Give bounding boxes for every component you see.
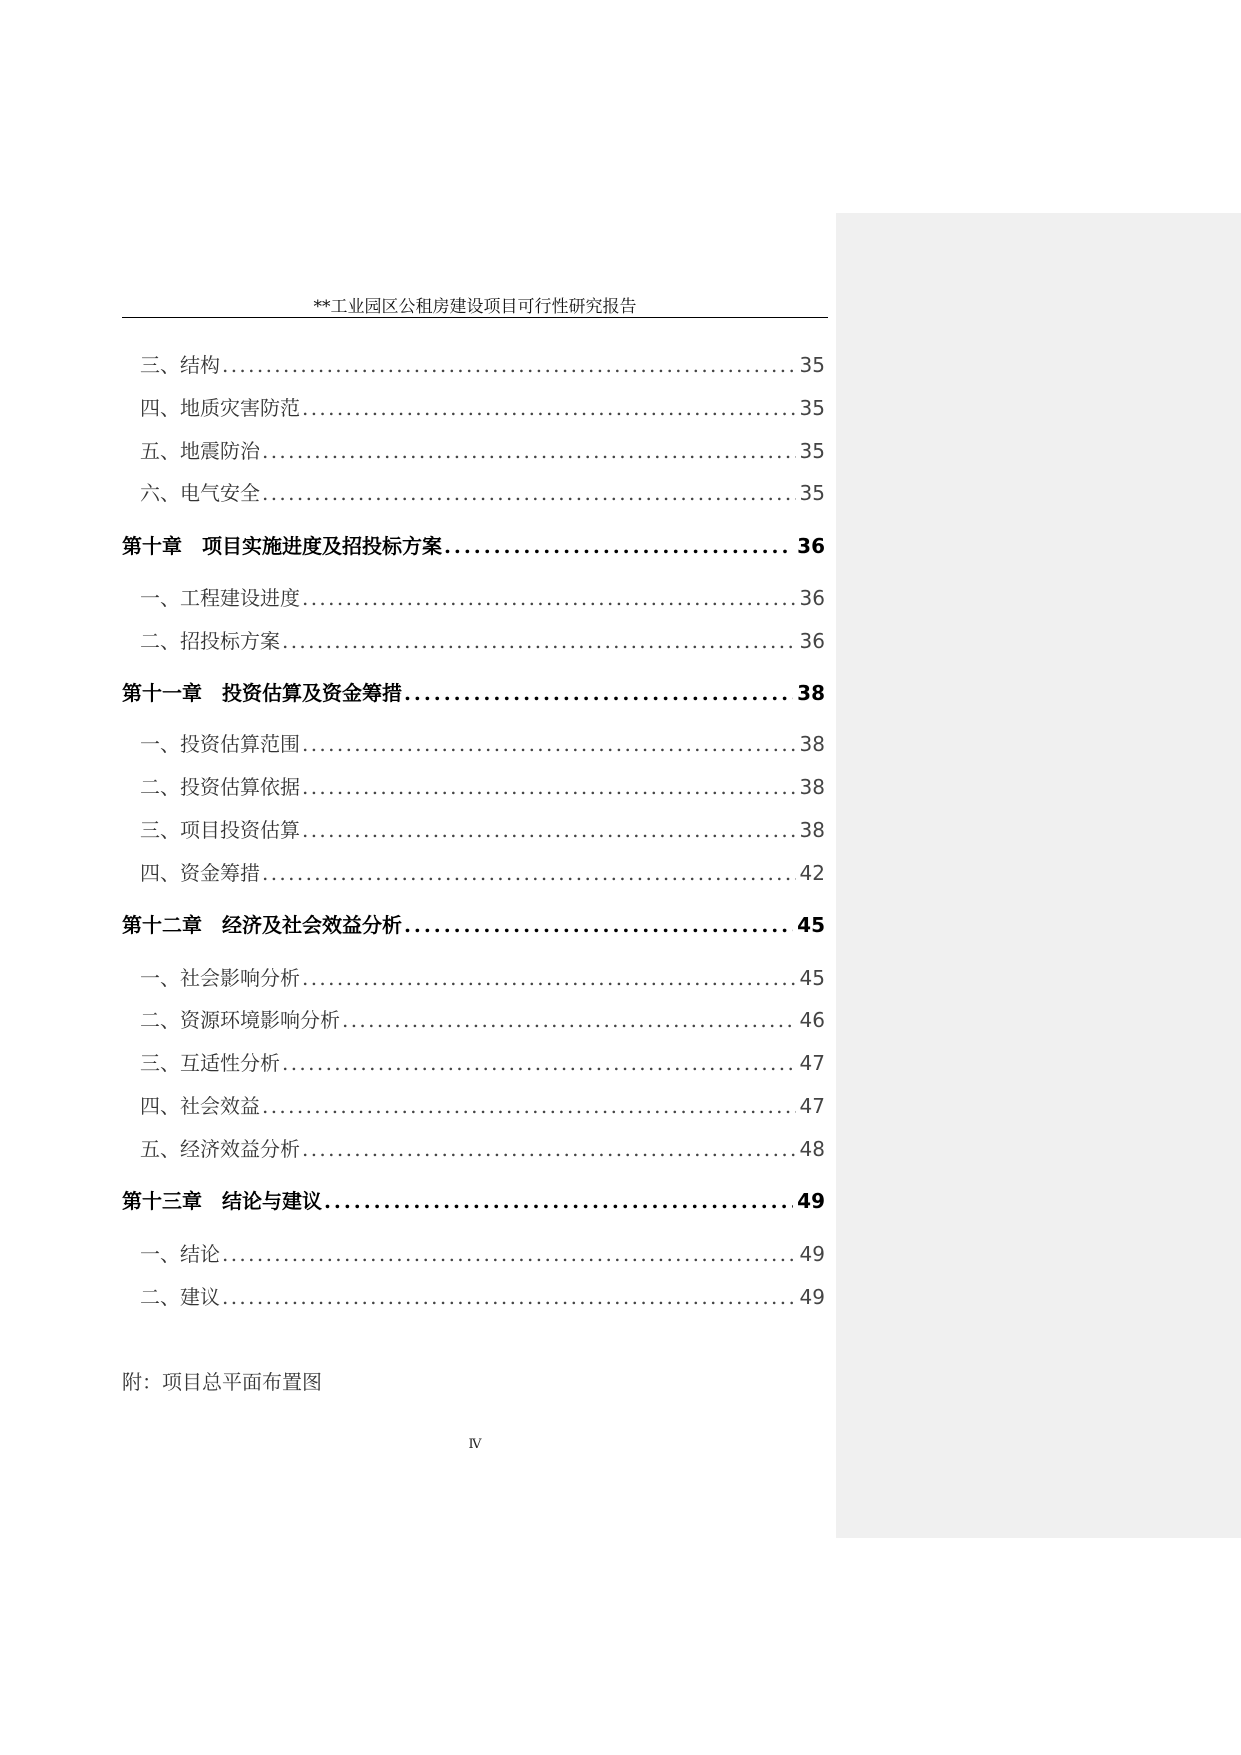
toc-entry[interactable] xyxy=(122,771,825,800)
toc-entry-page: 35 xyxy=(799,353,825,377)
dot-leader xyxy=(260,439,796,463)
toc-entry[interactable] xyxy=(122,814,825,843)
toc-entry-label: 二、投资估算依据 xyxy=(140,775,300,799)
toc-entry[interactable] xyxy=(122,1004,825,1033)
dot-leader xyxy=(300,818,796,842)
toc-chapter-label: 第十一章 投资估算及资金筹措 xyxy=(122,681,402,705)
toc-entry-label: 三、互适性分析 xyxy=(140,1051,280,1075)
toc-entry-label: 二、招投标方案 xyxy=(140,629,280,653)
toc-entry[interactable] xyxy=(122,625,825,654)
toc-entry-page: 47 xyxy=(799,1094,825,1118)
dot-leader xyxy=(260,861,796,885)
toc-entry-label: 三、结构 xyxy=(140,353,220,377)
toc-chapter-page: 45 xyxy=(797,913,825,937)
toc-entry[interactable] xyxy=(122,1133,825,1162)
toc-chapter-page: 49 xyxy=(797,1189,825,1213)
toc-entry-page: 36 xyxy=(799,629,825,653)
dot-leader xyxy=(402,913,793,937)
toc-chapter-label: 第十三章 结论与建议 xyxy=(122,1189,322,1213)
dot-leader xyxy=(300,586,796,610)
toc-entry-label: 一、工程建设进度 xyxy=(140,586,300,610)
toc-entry-label: 二、资源环境影响分析 xyxy=(140,1008,340,1032)
toc-entry[interactable] xyxy=(122,728,825,757)
toc-chapter-entry[interactable] xyxy=(122,1185,825,1214)
dot-leader xyxy=(402,681,793,705)
toc-entry-label: 四、资金筹措 xyxy=(140,861,260,885)
toc-entry-label: 一、结论 xyxy=(140,1242,220,1266)
dot-leader xyxy=(340,1008,796,1032)
dot-leader xyxy=(442,534,793,558)
toc-entry-label: 五、地震防治 xyxy=(140,439,260,463)
toc-entry-label: 五、经济效益分析 xyxy=(140,1137,300,1161)
toc-chapter-page: 36 xyxy=(797,534,825,558)
toc-entry-page: 47 xyxy=(799,1051,825,1075)
toc-chapter-label: 第十二章 经济及社会效益分析 xyxy=(122,913,402,937)
dot-leader xyxy=(300,732,796,756)
page-header-title: **工业园区公租房建设项目可行性研究报告 xyxy=(313,297,637,317)
toc-entry[interactable] xyxy=(122,962,825,991)
toc-chapter-entry[interactable] xyxy=(122,909,825,938)
toc-entry-label: 六、电气安全 xyxy=(140,481,260,505)
toc-entry-page: 49 xyxy=(799,1242,825,1266)
toc-entry-page: 42 xyxy=(799,861,825,885)
toc-entry[interactable] xyxy=(122,477,825,506)
dot-leader xyxy=(322,1189,793,1213)
toc-entry[interactable] xyxy=(122,857,825,886)
dot-leader xyxy=(260,481,796,505)
toc-entry-page: 38 xyxy=(799,818,825,842)
toc-entry-label: 一、社会影响分析 xyxy=(140,966,300,990)
dot-leader xyxy=(220,1242,796,1266)
dot-leader xyxy=(280,1051,796,1075)
toc-entry-page: 35 xyxy=(799,396,825,420)
toc-entry-label: 一、投资估算范围 xyxy=(140,732,300,756)
dot-leader xyxy=(300,1137,796,1161)
toc-chapter-entry[interactable] xyxy=(122,677,825,706)
toc-entry[interactable] xyxy=(122,392,825,421)
toc-entry-page: 38 xyxy=(799,775,825,799)
toc-entry-page: 48 xyxy=(799,1137,825,1161)
dot-leader xyxy=(280,629,796,653)
toc-entry-page: 46 xyxy=(799,1008,825,1032)
toc-entry-page: 38 xyxy=(799,732,825,756)
toc-entry[interactable] xyxy=(122,349,825,378)
toc-entry[interactable] xyxy=(122,435,825,464)
comment-pane xyxy=(836,213,1241,1538)
toc-entry-page: 35 xyxy=(799,439,825,463)
toc-entry-page: 45 xyxy=(799,966,825,990)
toc-entry-label: 二、建议 xyxy=(140,1285,220,1309)
appendix-note: 附：项目总平面布置图 xyxy=(122,1370,322,1394)
dot-leader xyxy=(300,396,796,420)
toc-chapter-label: 第十章 项目实施进度及招投标方案 xyxy=(122,534,442,558)
toc-entry-label: 四、地质灾害防范 xyxy=(140,396,300,420)
page-number: Ⅳ xyxy=(468,1437,482,1452)
dot-leader xyxy=(220,1285,796,1309)
dot-leader xyxy=(220,353,796,377)
toc-entry-page: 49 xyxy=(799,1285,825,1309)
header-rule xyxy=(122,317,828,318)
toc-entry-page: 35 xyxy=(799,481,825,505)
toc-entry[interactable] xyxy=(122,1281,825,1310)
dot-leader xyxy=(300,775,796,799)
toc-chapter-page: 38 xyxy=(797,681,825,705)
toc-entry-page: 36 xyxy=(799,586,825,610)
toc-entry[interactable] xyxy=(122,1238,825,1267)
toc-entry[interactable] xyxy=(122,1090,825,1119)
dot-leader xyxy=(260,1094,796,1118)
toc-entry-label: 四、社会效益 xyxy=(140,1094,260,1118)
toc-entry[interactable] xyxy=(122,1047,825,1076)
dot-leader xyxy=(300,966,796,990)
toc-entry-label: 三、项目投资估算 xyxy=(140,818,300,842)
toc-chapter-entry[interactable] xyxy=(122,530,825,559)
toc-entry[interactable] xyxy=(122,582,825,611)
